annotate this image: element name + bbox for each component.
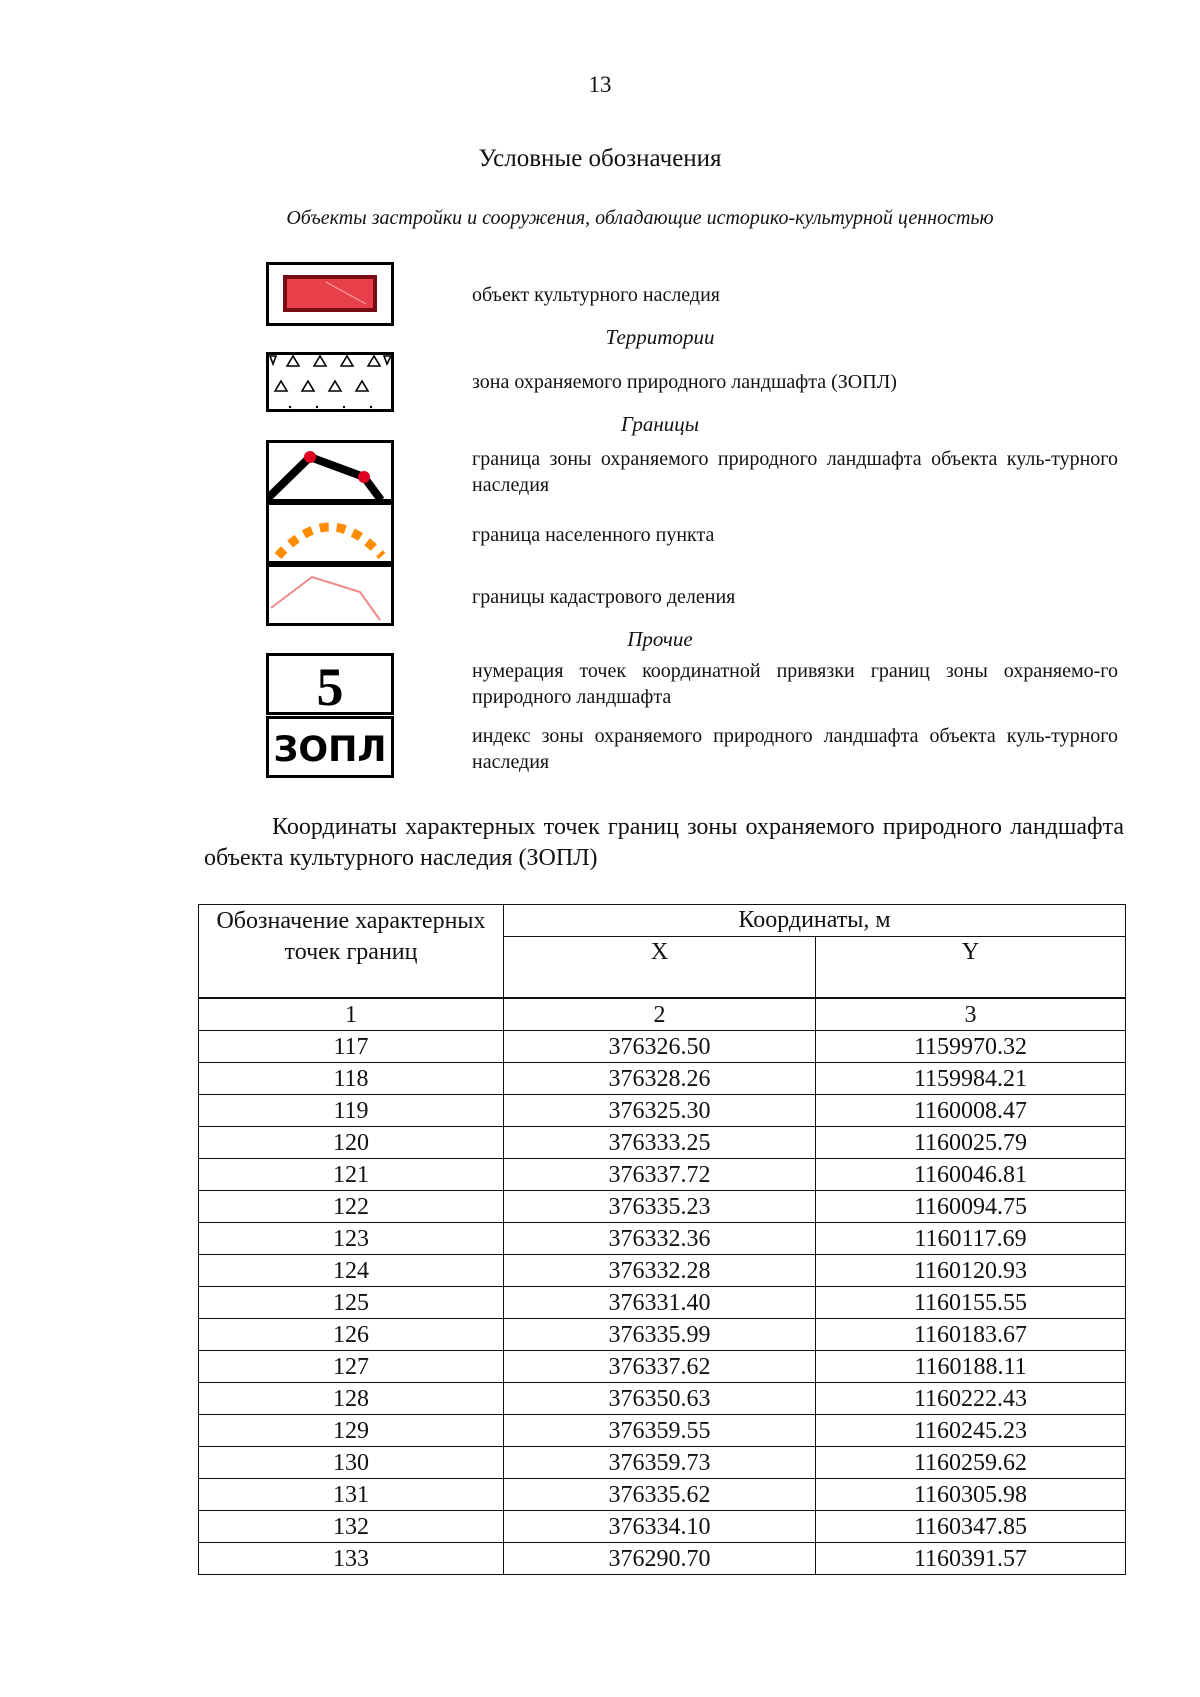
x-coordinate-cell: 376359.73	[504, 1447, 816, 1479]
table-row	[199, 1255, 1126, 1287]
column-number: 3	[816, 998, 1126, 1031]
table-row	[199, 1287, 1126, 1319]
point-number-cell: 133	[199, 1543, 504, 1575]
point-number-cell: 123	[199, 1223, 504, 1255]
zopl-border-label: граница зоны охраняемого природного ландшафта объекта куль-турного наследия	[472, 448, 1118, 496]
x-coordinate-cell: 376359.55	[504, 1415, 816, 1447]
x-coordinate-cell: 376337.62	[504, 1351, 816, 1383]
coords-heading: Координаты характерных точек границ зоны охраняемого природного ландшафта объекта культурного наследия (ЗОПЛ)	[204, 814, 1124, 871]
point-number-icon	[266, 653, 394, 715]
y-coordinate-cell: 1160183.67	[816, 1319, 1126, 1351]
y-coordinate-cell: 1159984.21	[816, 1063, 1126, 1095]
x-coordinate-cell: 376334.10	[504, 1511, 816, 1543]
zopl-zone-label: зона охраняемого природного ландшафта (ЗОПЛ)	[472, 371, 897, 393]
section-territories: Территории	[605, 325, 715, 349]
y-coordinate-cell: 1160222.43	[816, 1383, 1126, 1415]
column-number: 1	[199, 998, 504, 1031]
point-number-cell: 127	[199, 1351, 504, 1383]
table-row	[199, 1095, 1126, 1127]
table-row	[199, 1383, 1126, 1415]
table-row	[199, 1543, 1126, 1575]
table-row	[199, 1159, 1126, 1191]
point-number-symbol: 5	[316, 657, 344, 715]
table-row	[199, 1063, 1126, 1095]
y-coordinate-cell: 1160259.62	[816, 1447, 1126, 1479]
y-coordinate-cell: 1160305.98	[816, 1479, 1126, 1511]
zopl-zone-hatch-icon	[266, 352, 394, 412]
settlement-border-icon	[266, 502, 394, 564]
point-number-cell: 121	[199, 1159, 504, 1191]
y-coordinate-cell: 1160347.85	[816, 1511, 1126, 1543]
x-coordinate-cell: 376335.23	[504, 1191, 816, 1223]
y-coordinate-cell: 1159970.32	[816, 1031, 1126, 1063]
x-coordinate-cell: 376350.63	[504, 1383, 816, 1415]
table-row	[199, 1319, 1126, 1351]
x-coordinate-cell: 376332.28	[504, 1255, 816, 1287]
table-row	[199, 1191, 1126, 1223]
table-row	[199, 1511, 1126, 1543]
x-coordinate-cell: 376333.25	[504, 1127, 816, 1159]
column-number: 2	[504, 998, 816, 1031]
heritage-object-label: объект культурного наследия	[472, 284, 720, 306]
point-number-cell: 125	[199, 1287, 504, 1319]
zopl-border-icon	[266, 440, 394, 502]
table-row	[199, 1127, 1126, 1159]
point-number-cell: 120	[199, 1127, 504, 1159]
section-other: Прочие	[627, 627, 693, 651]
x-coordinate-cell: 376337.72	[504, 1159, 816, 1191]
zopl-index-icon	[266, 716, 394, 778]
legend-title: Условные обозначения	[478, 145, 722, 172]
y-coordinate-cell: 1160046.81	[816, 1159, 1126, 1191]
point-number-cell: 126	[199, 1319, 504, 1351]
table-row	[199, 1031, 1126, 1063]
point-number-cell: 119	[199, 1095, 504, 1127]
point-number-cell: 124	[199, 1255, 504, 1287]
x-header: X	[504, 937, 816, 999]
point-number-cell: 122	[199, 1191, 504, 1223]
y-coordinate-cell: 1160245.23	[816, 1415, 1126, 1447]
x-coordinate-cell: 376326.50	[504, 1031, 816, 1063]
coords-header: Координаты, м	[504, 905, 1126, 937]
y-coordinate-cell: 1160008.47	[816, 1095, 1126, 1127]
cadastral-border-label: границы кадастрового деления	[472, 586, 736, 608]
y-coordinate-cell: 1160391.57	[816, 1543, 1126, 1575]
point-number-cell: 131	[199, 1479, 504, 1511]
legend-subtitle: Объекты застройки и сооружения, обладающие историко-культурной ценностью	[286, 207, 994, 229]
y-coordinate-cell: 1160094.75	[816, 1191, 1126, 1223]
point-number-cell: 128	[199, 1383, 504, 1415]
table-row	[199, 1415, 1126, 1447]
y-coordinate-cell: 1160155.55	[816, 1287, 1126, 1319]
table-row	[199, 1447, 1126, 1479]
x-coordinate-cell: 376332.36	[504, 1223, 816, 1255]
page-number: 13	[588, 72, 612, 97]
x-coordinate-cell: 376335.99	[504, 1319, 816, 1351]
zopl-index-symbol: ЗОПЛ	[273, 730, 387, 770]
heritage-object-icon	[266, 262, 394, 326]
x-coordinate-cell: 376335.62	[504, 1479, 816, 1511]
y-header: Y	[816, 937, 1126, 999]
point-number-label: нумерация точек координатной привязки границ зоны охраняемо-го природного ландшафта	[472, 660, 1118, 708]
col1-header: Обозначение характерных точек границ	[199, 905, 504, 999]
y-coordinate-cell: 1160025.79	[816, 1127, 1126, 1159]
x-coordinate-cell: 376328.26	[504, 1063, 816, 1095]
table-row	[199, 1479, 1126, 1511]
point-number-cell: 129	[199, 1415, 504, 1447]
table-row	[199, 1351, 1126, 1383]
x-coordinate-cell: 376290.70	[504, 1543, 816, 1575]
coordinates-table	[198, 904, 1126, 1575]
x-coordinate-cell: 376325.30	[504, 1095, 816, 1127]
zopl-index-label: индекс зоны охраняемого природного ландшафта объекта куль-турного наследия	[472, 725, 1118, 773]
column-numbers-row	[199, 998, 1126, 1031]
point-number-cell: 130	[199, 1447, 504, 1479]
y-coordinate-cell: 1160120.93	[816, 1255, 1126, 1287]
table-header-row	[199, 905, 1126, 937]
cadastral-border-icon	[266, 564, 394, 626]
section-borders: Границы	[620, 412, 699, 436]
y-coordinate-cell: 1160188.11	[816, 1351, 1126, 1383]
x-coordinate-cell: 376331.40	[504, 1287, 816, 1319]
point-number-cell: 117	[199, 1031, 504, 1063]
point-number-cell: 132	[199, 1511, 504, 1543]
settlement-border-label: граница населенного пункта	[472, 524, 715, 546]
table-row	[199, 1223, 1126, 1255]
y-coordinate-cell: 1160117.69	[816, 1223, 1126, 1255]
point-number-cell: 118	[199, 1063, 504, 1095]
